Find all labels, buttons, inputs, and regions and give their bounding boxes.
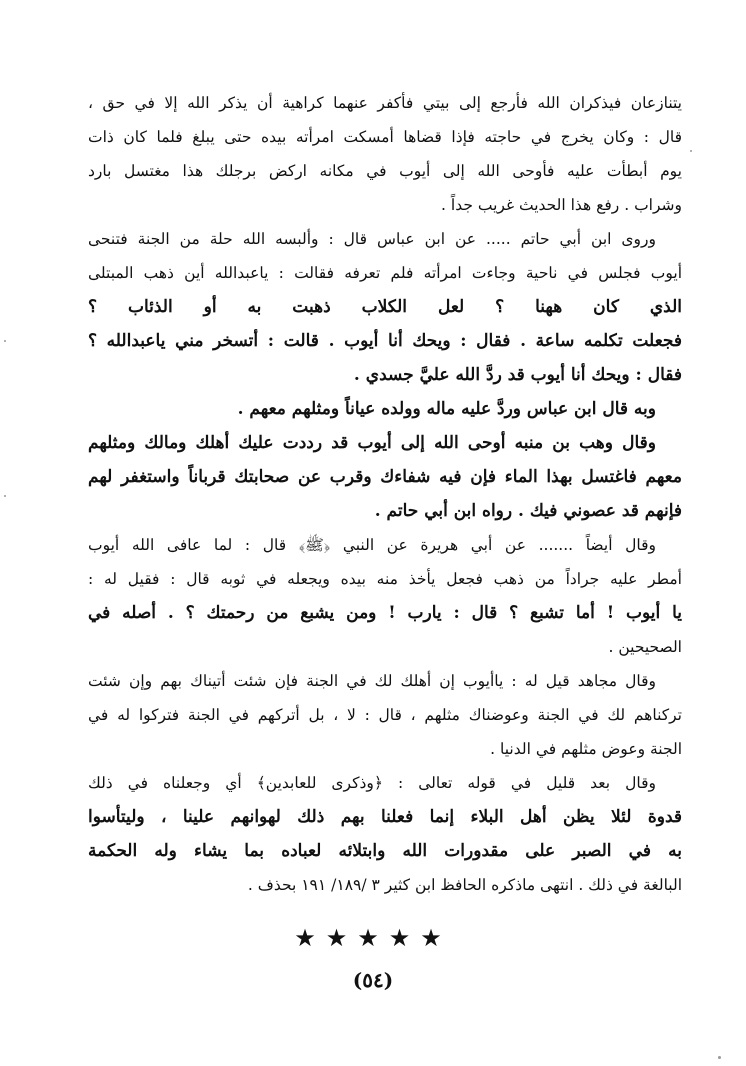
text-line: وقال مجاهد قيل له : ياأيوب إن أهلك لك في الجنة فإن شئت أتيناك بهم وإن شئت bbox=[88, 672, 656, 690]
scan-speck bbox=[718, 1056, 721, 1059]
scan-speck bbox=[690, 150, 692, 152]
text-line: وقال وهب بن منبه أوحى الله إلى أيوب قد رددت عليك أهلك ومالك ومثلهم bbox=[88, 433, 656, 453]
text-line: وقال بعد قليل في قوله تعالى : ﴿وذكرى للعابدين﴾ أي وجعلناه في ذلك bbox=[88, 774, 656, 792]
text-line: يتنازعان فيذكران الله فأرجع إلى بيتي فأكفر عنهما كراهية أن يذكر الله إلا في حق ، bbox=[88, 94, 682, 112]
text-line: قدوة لئلا يظن أهل البلاء إنما فعلنا بهم ذلك لهوانهم علينا ، وليتأسوا bbox=[88, 807, 682, 827]
text-line: يوم أبطأت عليه فأوحى الله إلى أيوب في مكانه اركض برجلك هذا مغتسل بارد bbox=[88, 162, 682, 180]
text-line: فإنهم قد عصوني فيك . رواه ابن أبي حاتم . bbox=[374, 501, 682, 521]
text-line: الذي كان ههنا ؟ لعل الكلاب ذهبت به أو الذئاب ؟ bbox=[88, 297, 682, 317]
scan-speck bbox=[4, 495, 6, 497]
text-line: أمطر عليه جراداً من ذهب فجعل يأخذ منه بيده ويجعله في ثوبه قال : فقيل له : bbox=[88, 570, 682, 588]
text-line: الجنة وعوض مثلهم في الدنيا . bbox=[490, 740, 682, 758]
text-line: فقال : ويحك أنا أيوب قد ردَّ الله عليَّ جسدي . bbox=[353, 365, 682, 385]
page-number: (٥٤) bbox=[352, 968, 394, 992]
text-line: يا أيوب ! أما تشبع ؟ قال : يارب ! ومن يشبع من رحمتك ؟ . أصله في bbox=[88, 603, 682, 623]
text-line: معهم فاغتسل بهذا الماء فإن فيه شفاءك وقرب عن صحابتك قرباناً واستغفر لهم bbox=[88, 467, 682, 487]
text-line: وروى ابن أبي حاتم ..... عن ابن عباس قال : وألبسه الله حلة من الجنة فتنحى bbox=[88, 230, 656, 248]
text-line: فجعلت تكلمه ساعة . فقال : ويحك أنا أيوب . قالت : أتسخر مني ياعبدالله ؟ bbox=[88, 331, 682, 351]
text-line: وبه قال ابن عباس وردَّ عليه ماله وولده عياناً ومثلهم معهم . bbox=[237, 399, 656, 419]
text-line: أيوب فجلس في ناحية وجاءت امرأته فلم تعرفه فقالت : ياعبدالله أين ذهب المبتلى bbox=[88, 264, 682, 282]
text-line: وشراب . رفع هذا الحديث غريب جداً . bbox=[441, 196, 682, 214]
text-line: قال : وكان يخرج في حاجته فإذا قضاها أمسكت امرأته بيده حتى يبلغ فلما كان ذات bbox=[88, 128, 682, 146]
text-line: البالغة في ذلك . انتهى ماذكره الحافظ ابن كثير ٣ /١٨٩/ ١٩١ بحذف . bbox=[247, 876, 682, 894]
scan-speck bbox=[4, 340, 6, 342]
body-text bbox=[88, 86, 682, 902]
text-line: تركناهم لك في الجنة وعوضناك مثلهم ، قال : لا ، بل أتركهم في الجنة فتركوا له في bbox=[88, 706, 682, 724]
text-line: وقال أيضاً ....... عن أبي هريرة عن النبي ﴿ﷺ﴾ قال : لما عافى الله أيوب bbox=[88, 536, 656, 554]
section-divider-stars: ★★★★★ bbox=[294, 924, 452, 952]
text-line: به في الصبر على مقدورات الله وابتلائه لعباده بما يشاء وله الحكمة bbox=[88, 841, 682, 861]
text-line: الصحيحين . bbox=[608, 638, 682, 656]
